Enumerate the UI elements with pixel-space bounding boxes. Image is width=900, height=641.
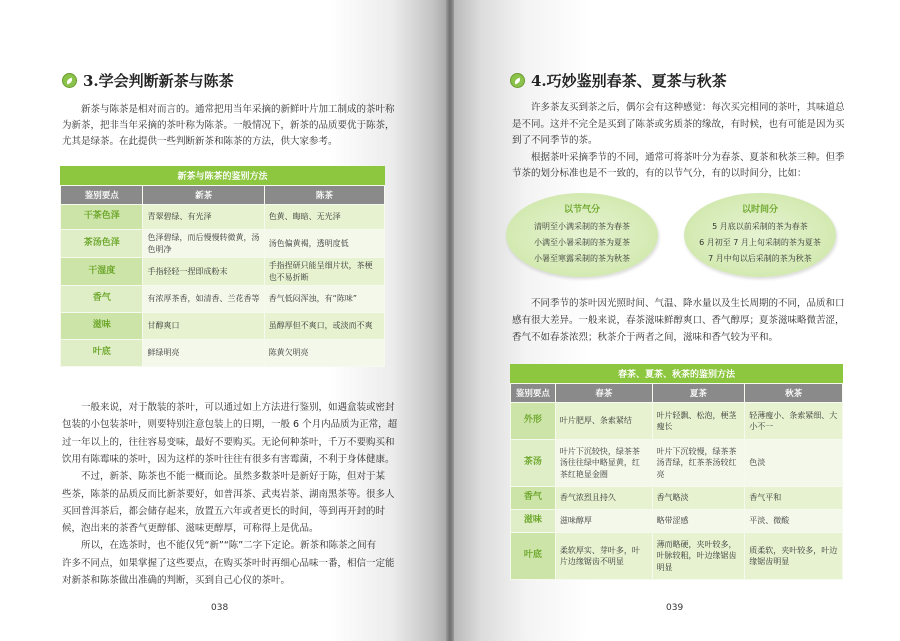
- text-line: 些茶，陈茶的品质反而比新茶要好，如普洱茶、武夷岩茶、湖南黑茶等。很多人: [62, 488, 395, 500]
- time-item: 6 月初至 7 月上旬采制的茶为夏茶: [699, 238, 821, 247]
- cell-point: 干茶色泽: [61, 205, 142, 229]
- cell-new: 色泽碧绿，而后慢慢转微黄，汤色明净: [143, 230, 263, 257]
- cell-spring: 滋味醇厚: [556, 510, 652, 532]
- time-ellipse: [684, 193, 836, 277]
- book-gutter: [446, 0, 454, 641]
- new-old-tea-table: [60, 166, 385, 367]
- table-row: [61, 286, 384, 312]
- header-summer: 夏茶: [653, 384, 745, 402]
- header-point: 鉴别要点: [511, 384, 555, 402]
- cell-point: 滋味: [511, 510, 555, 532]
- cell-spring: 柔软厚实、芽叶多，叶片边缘锯齿不明显: [556, 533, 652, 579]
- leaf-icon: [62, 73, 77, 88]
- text-line: 根据茶叶采摘季节的不同，通常可将茶叶分为春茶、夏茶和秋茶三种。但季: [531, 151, 845, 163]
- left-heading-text: 3.学会判断新茶与陈茶: [83, 72, 234, 90]
- left-heading: [62, 70, 234, 91]
- text-line: 所以，在选茶时，也不能仅凭“新”“陈”二字下定论。新茶和陈茶之间有: [81, 540, 377, 552]
- cell-new: 鲜绿明亮: [143, 340, 263, 366]
- page-number-left: 038: [211, 603, 229, 613]
- table-row: [511, 487, 842, 509]
- text-line: 尤其是绿茶。在此提供一些判断新茶和陈茶的方法，供大家参考。: [62, 136, 338, 147]
- cell-spring: 叶片下沉较快，绿茶茶汤往往绿中略显黄，红茶红艳显金圈: [556, 440, 652, 486]
- cell-autumn: 平淡、微酸: [745, 510, 842, 532]
- text-line: 许多茶友买到茶之后，偶尔会有这种感觉：每次买完相同的茶叶，其味道总: [531, 102, 845, 113]
- table-row: [61, 230, 384, 257]
- cell-old: 陈黄欠明亮: [265, 340, 384, 366]
- header-point: 鉴别要点: [61, 186, 142, 204]
- text-line: 饮用有陈霉味的茶叶，因为这样的茶叶往往有很多有害霉菌，不利于身体健康。: [62, 453, 395, 465]
- text-line: 不同季节的茶叶因光照时间、气温、降水量以及生长周期的不同，品质和口: [531, 298, 845, 309]
- text-line: 不过，新茶、陈茶也不能一概而论。虽然多数茶叶是新好于陈，但对于某: [81, 471, 386, 483]
- header-old: 陈茶: [265, 186, 384, 204]
- solar-term-title: 以节气分: [563, 205, 600, 215]
- text-line: 买回普洱茶后，都会储存起来，放置五六年或者更长的时间，等到再开封的时: [62, 505, 386, 517]
- season-tea-table: [510, 364, 843, 580]
- text-line: 一般来说，对于散装的茶叶，可以通过如上方法进行鉴别，如遇盒装或密封: [81, 402, 395, 413]
- cell-summer: 略带涩感: [653, 510, 745, 532]
- solar-term-item: 小满至小暑采制的茶为夏茶: [534, 238, 630, 247]
- text-line: 许多不同点，如果掌握了这些要点，在购买茶叶时再细心品味一番，相信一定能: [62, 557, 395, 569]
- cell-point: 叶底: [61, 340, 142, 366]
- text-line: 新茶与陈茶是相对而言的。通常把用当年采摘的新鲜叶片加工制成的茶叶称: [81, 104, 395, 115]
- cell-autumn: 色淡: [745, 440, 842, 486]
- cell-point: 叶底: [511, 533, 555, 579]
- time-item: 5 月底以前采制的茶为春茶: [712, 222, 808, 231]
- time-item: 7 月中旬以后采制的茶为秋茶: [708, 254, 812, 263]
- leaf-icon: [510, 73, 525, 88]
- cell-old: 汤色偏黄褐，透明度低: [265, 230, 384, 257]
- text-line: 包装的小包装茶叶，则要特别注意包装上的日期，一般 6 个月内品质为正常，超: [62, 419, 398, 431]
- table-row: [511, 510, 842, 532]
- cell-new: 青翠碧绿、有光泽: [143, 205, 263, 229]
- text-line: 对新茶和陈茶做出准确的判断，买到自己心仪的茶叶。: [62, 575, 291, 586]
- cell-point: 滋味: [61, 313, 142, 339]
- solar-term-ellipse: [506, 193, 658, 277]
- cell-summer: 叶片轻飘、松泡，梗茎瘦长: [653, 403, 745, 439]
- table-row: [61, 258, 384, 285]
- text-line: 是不同。这并不完全是买到了陈茶或劣质茶的缘故，有时候，也有可能是因为买: [512, 118, 845, 130]
- cell-old: 香气低闷浑浊，有“陈味”: [265, 286, 384, 312]
- text-line: 香气不如春茶浓烈；秋茶介于两者之间，滋味和香气较为平和。: [512, 332, 779, 343]
- table-row: [511, 533, 842, 579]
- solar-term-item: 小暑至寒露采制的茶为秋茶: [534, 254, 630, 263]
- cell-spring: 叶片肥厚、条索紧结: [556, 403, 652, 439]
- right-heading-text: 4.巧妙鉴别春茶、夏茶与秋茶: [531, 72, 727, 90]
- cell-point: 香气: [61, 286, 142, 312]
- header-autumn: 秋茶: [745, 384, 842, 402]
- left-page: [0, 0, 446, 641]
- page-number-right: 039: [666, 603, 684, 613]
- cell-new: 有浓厚茶香，如清香、兰花香等: [143, 286, 263, 312]
- table-row: [61, 205, 384, 229]
- cell-old: 手指捏研只能呈细片状，茶梗也不易折断: [265, 258, 384, 285]
- table-row: [61, 340, 384, 366]
- right-heading: [510, 70, 727, 91]
- solar-term-item: 清明至小满采制的茶为春茶: [534, 222, 630, 231]
- cell-autumn: 质柔软，夹叶较多，叶边缘锯齿明显: [745, 533, 842, 579]
- text-line: 到了不同季节的茶。: [512, 135, 598, 146]
- text-line: 候，泡出来的茶香气更醇郁、滋味更醇厚，可称得上是优品。: [62, 523, 319, 535]
- text-line: 过一年以上的，往往容易变味，最好不要购买。无论何种茶叶，千万不要购买和: [62, 436, 395, 448]
- cell-new: 手指轻轻一捏即成粉末: [143, 258, 263, 285]
- cell-autumn: 香气平和: [745, 487, 842, 509]
- table-title: 新茶与陈茶的鉴别方法: [60, 166, 385, 185]
- cell-point: 香气: [511, 487, 555, 509]
- cell-point: 茶汤: [511, 440, 555, 486]
- time-title: 以时间分: [741, 205, 778, 215]
- cell-summer: 香气略淡: [653, 487, 745, 509]
- right-page: [454, 0, 900, 641]
- table-row: [61, 313, 384, 339]
- table-title: 春茶、夏茶、秋茶的鉴别方法: [510, 364, 843, 383]
- table-row: [511, 403, 842, 439]
- text-line: 为新茶，把非当年采摘的茶叶称为陈茶。一般情况下，新茶的品质要优于陈茶，: [62, 120, 395, 131]
- cell-old: 虽醇厚但不爽口，或淡而不爽: [265, 313, 384, 339]
- cell-autumn: 轻薄瘦小、条索紧细、大小不一: [745, 403, 842, 439]
- text-line: 节茶的划分标准也是不一致的，有的以节气分，有的以时间分，比如：: [512, 168, 807, 179]
- header-spring: 春茶: [556, 384, 652, 402]
- text-line: 感有很大差异。一般来说，春茶滋味鲜醇爽口、香气醇厚；夏茶滋味略微苦涩，: [512, 315, 845, 326]
- table-row: [511, 440, 842, 486]
- cell-old: 色黄、晦暗、无光泽: [265, 205, 384, 229]
- cell-spring: 香气浓烈且持久: [556, 487, 652, 509]
- cell-summer: 薄而略硬，夹叶较多，叶脉较粗，叶边缘锯齿明显: [653, 533, 745, 579]
- cell-point: 外形: [511, 403, 555, 439]
- cell-new: 甘醇爽口: [143, 313, 263, 339]
- cell-summer: 叶片下沉较慢，绿茶茶汤青绿，红茶茶汤较红亮: [653, 440, 745, 486]
- header-new: 新茶: [143, 186, 263, 204]
- cell-point: 干湿度: [61, 258, 142, 285]
- cell-point: 茶汤色泽: [61, 230, 142, 257]
